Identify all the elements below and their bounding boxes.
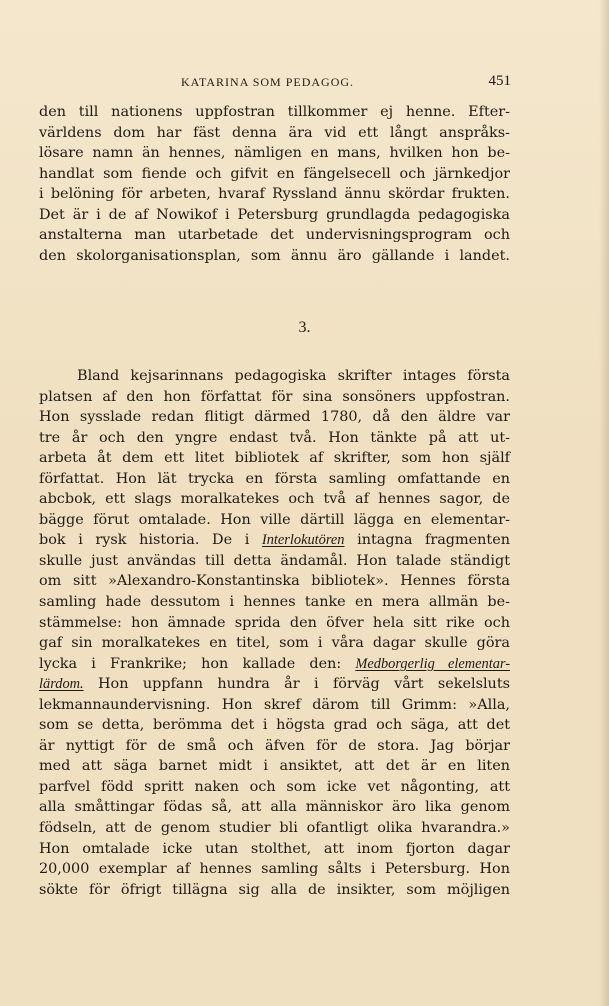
text-line: arbeta åt dem ett litet bibliotek af skrifter, som hon själf: [39, 450, 510, 467]
text-line: författat. Hon lät trycka en första samling omfattande en: [39, 470, 510, 487]
text-line: lösare namn än hennes, nämligen en mans, hvilken hon be-: [39, 145, 510, 162]
text-line: i belöning för arbeten, hvaraf Ryssland ännu skördar frukten.: [39, 186, 510, 203]
text-line: den till nationens uppfostran tillkommer ej henne. Efter-: [39, 104, 510, 120]
text-line: [39, 530, 510, 551]
text-line: är nyttigt för de små och äfven för de stora. Jag börjar: [39, 737, 510, 754]
text-segment: intagna fragmenten: [344, 532, 510, 549]
text-line: samling hade dessutom i hennes tanke en mera allmän be-: [39, 594, 510, 611]
running-header: [181, 73, 511, 93]
italic-title: Medborgerlig elementar-: [355, 655, 510, 672]
italic-title: Interlokutören: [261, 532, 345, 549]
text-line: världens dom har fäst denna ära vid ett långt anspråks-: [39, 124, 510, 141]
text-segment: Hon uppfann hundra år i förväg vårt sekelsluts: [83, 676, 510, 693]
text-line: den skolorganisationsplan, som ännu äro gällande i landet.: [39, 247, 510, 264]
text-line: parfvel född spritt naken och som icke vet någonting, att: [39, 778, 510, 795]
text-line: [39, 674, 510, 695]
text-line: Hon omtalade icke utan stolthet, att inom fjorton dagar: [39, 840, 510, 857]
text-line: stämmelse: hon ämnade sprida den öfver hela sitt rike och: [39, 614, 510, 631]
text-line: om sitt »Alexandro-Konstantinska bibliotek». Hennes första: [39, 573, 510, 590]
text-line: lekmannaundervisning. Hon skref därom till Grimm: »Alla,: [39, 696, 510, 713]
text-line: Det är i de af Nowikof i Petersburg grundlagda pedagogiska: [39, 206, 510, 223]
text-line: skulle just användas till detta ändamål. Hon talade ständigt: [39, 552, 510, 569]
text-line: anstalterna man utarbetade det undervisningsprogram och: [39, 227, 510, 244]
text-line: platsen af den hon författat för sina sonsöners uppfostran.: [39, 388, 510, 405]
page-edge-shadow: [599, 0, 609, 1006]
text-line: [39, 654, 510, 675]
text-line: tre år och den yngre endast två. Hon tänkte på att ut-: [39, 429, 510, 446]
text-line: gaf sin moralkatekes en titel, som i våra dagar skulle göra: [39, 635, 510, 652]
page-number: 451: [488, 73, 511, 89]
text-line: födseln, att de genom studier bli ofantligt olika hvarandra.»: [39, 820, 510, 837]
section-number: 3.: [298, 319, 311, 336]
running-title: KATARINA SOM PEDAGOG.: [181, 75, 355, 89]
text-line: alla småttingar födas så, att alla människor äro lika genom: [39, 799, 510, 816]
text-line: 20,000 exemplar af hennes samling sålts i Petersburg. Hon: [39, 861, 510, 878]
text-line: handlat som fiende och gifvit en fängelsecell och järnkedjor: [39, 165, 510, 182]
text-line: Hon sysslade redan flitigt därmed 1780, då den äldre var: [39, 409, 510, 426]
italic-title: lärdom.: [39, 676, 84, 693]
text-segment: bok i rysk historia. De i: [39, 532, 262, 549]
text-line: Bland kejsarinnans pedagogiska skrifter intages första: [77, 368, 510, 384]
paragraph-top: [39, 102, 510, 266]
text-segment: lycka i Frankrike; hon kallade den:: [39, 655, 356, 672]
text-line: sökte för öfrigt tillägna sig alla de insikter, som möjligen: [39, 881, 510, 898]
text-line: som se detta, berömma det i högsta grad och säga, att det: [39, 717, 510, 734]
text-line: abcbok, ett slags moralkatekes och två af hennes sagor, de: [39, 491, 510, 508]
paragraph-main: [39, 366, 510, 900]
text-line: bägge förut omtalade. Hon ville därtill lägga en elementar-: [39, 511, 510, 528]
text-line: med att säga barnet midt i ansiktet, att det är en liten: [39, 758, 510, 775]
